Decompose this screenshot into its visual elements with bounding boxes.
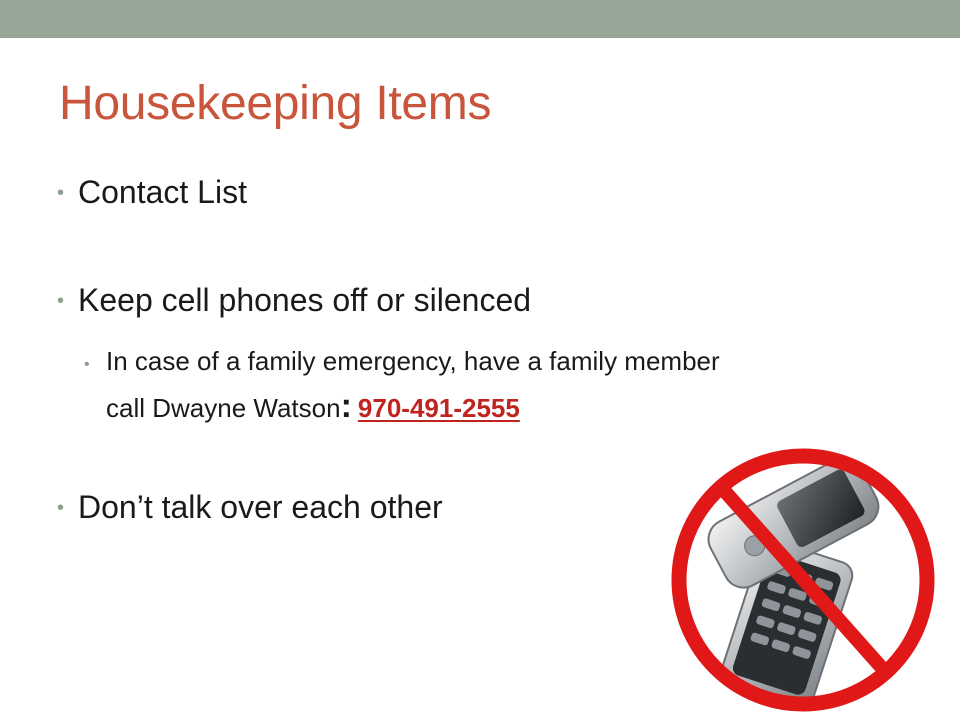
bullet-dot: • bbox=[57, 290, 65, 312]
colon: : bbox=[340, 387, 352, 425]
bullet-text: Don’t talk over each other bbox=[78, 489, 443, 525]
bullet-dot: • bbox=[57, 182, 65, 204]
sub-bullet-dot: • bbox=[84, 356, 90, 373]
bullet-text: Keep cell phones off or silenced bbox=[78, 282, 532, 318]
top-accent-bar bbox=[0, 0, 960, 38]
no-cell-phone-icon bbox=[666, 437, 940, 720]
phone-number: 970-491-2555 bbox=[357, 393, 520, 423]
contact-name-text: call Dwayne Watson bbox=[106, 393, 341, 423]
bullet-dot: • bbox=[57, 497, 65, 519]
bullet-text: Contact List bbox=[78, 174, 247, 210]
slide-title: Housekeeping Items bbox=[59, 77, 492, 130]
sub-bullet-line2 bbox=[106, 384, 520, 431]
sub-bullet-line1: In case of a family emergency, have a family member bbox=[106, 346, 720, 376]
